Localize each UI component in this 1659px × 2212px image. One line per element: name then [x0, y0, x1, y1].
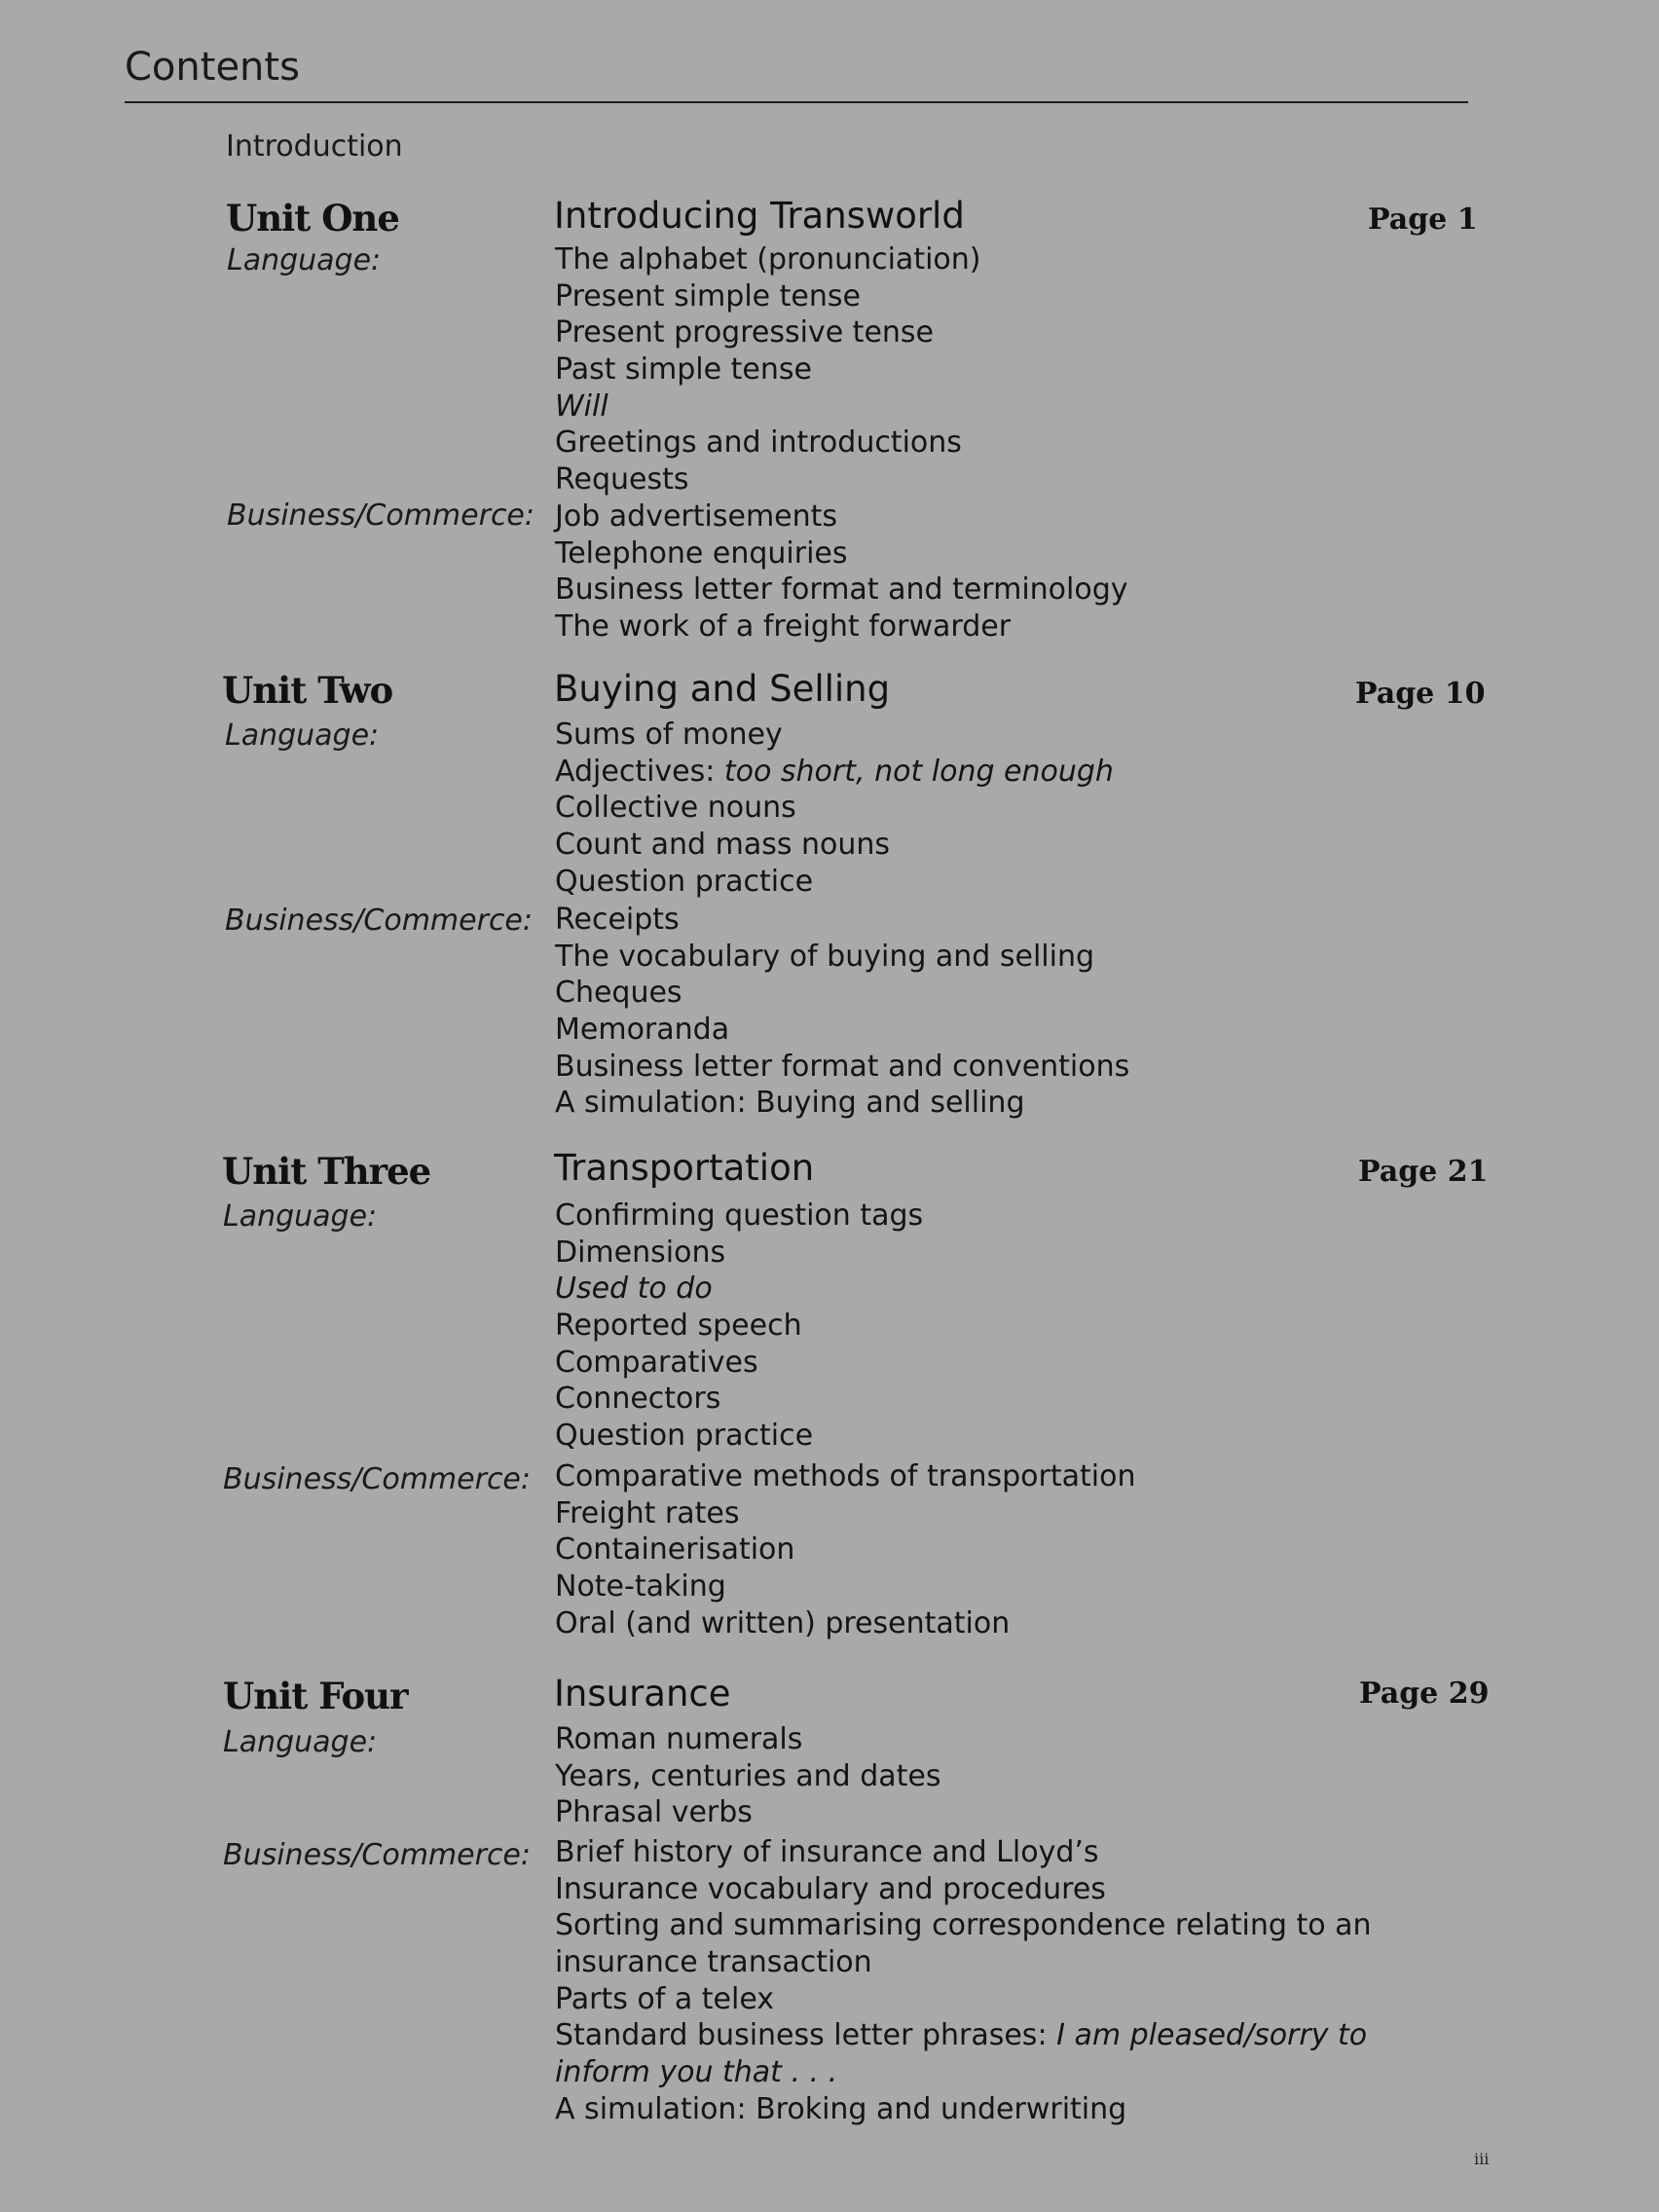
list-item: A simulation: Buying and selling — [555, 1086, 1025, 1121]
list-item: Business letter format and conventions — [555, 1049, 1130, 1084]
list-item-text: Adjectives: — [555, 754, 724, 789]
list-item: Roman numerals — [555, 1722, 803, 1756]
unit-name: Unit Four — [223, 1675, 408, 1717]
list-item: Insurance vocabulary and procedures — [555, 1871, 1106, 1906]
list-item: Memoranda — [555, 1013, 730, 1048]
page-number: iii — [1474, 2150, 1490, 2168]
list-item: Present progressive tense — [555, 315, 935, 350]
list-item: Note-taking — [555, 1569, 726, 1604]
list-item: Phrasal verbs — [555, 1795, 753, 1830]
list-item: Parts of a telex — [555, 1981, 774, 2016]
list-item: Dimensions — [555, 1235, 726, 1270]
list-item: Sorting and summarising correspondence relating to an insurance transaction — [555, 1908, 1372, 1980]
list-item: Question practice — [555, 864, 814, 899]
list-item: The alphabet (pronunciation) — [555, 242, 981, 276]
list-item: Brief history of insurance and Lloyd’s — [555, 1835, 1099, 1869]
language-label: Language: — [223, 1199, 378, 1234]
unit-heading: Insurance — [554, 1673, 731, 1714]
list-item — [555, 2017, 1451, 2090]
unit-page-number: Page 29 — [1359, 1677, 1490, 1711]
language-list — [555, 1198, 923, 1455]
business-commerce-list — [555, 1834, 1451, 2128]
list-item: Containerisation — [555, 1532, 795, 1567]
list-item: Business letter format and terminology — [555, 572, 1128, 608]
list-item: Comparative methods of transportation — [555, 1459, 1136, 1493]
list-item: Connectors — [555, 1382, 721, 1417]
unit-name: Unit Three — [222, 1150, 431, 1193]
unit-heading: Buying and Selling — [554, 668, 891, 710]
list-item: Collective nouns — [555, 791, 796, 826]
list-item: Requests — [555, 462, 689, 498]
business-commerce-list — [555, 498, 1128, 645]
language-list — [555, 717, 1114, 900]
list-item — [555, 754, 1114, 791]
list-item: Comparatives — [555, 1345, 758, 1380]
list-item: Count and mass nouns — [555, 828, 891, 863]
unit-heading: Introducing Transworld — [554, 195, 965, 237]
list-item: Reported speech — [555, 1309, 802, 1344]
list-item: Cheques — [555, 976, 682, 1011]
language-list — [555, 241, 981, 498]
list-item: Greetings and introductions — [555, 425, 962, 461]
list-item: Past simple tense — [555, 352, 812, 387]
list-item: The vocabulary of buying and selling — [555, 939, 1095, 974]
list-item-example: too short, not long enough — [723, 754, 1114, 789]
page-title: Contents — [125, 45, 300, 90]
list-item: Confirming question tags — [555, 1198, 924, 1233]
unit-name: Unit One — [226, 197, 399, 240]
business-commerce-label: Business/Commerce: — [223, 1462, 531, 1496]
language-label: Language: — [225, 719, 380, 753]
list-item: A simulation: Broking and underwriting — [555, 2091, 1127, 2126]
list-item: Sums of money — [555, 718, 783, 752]
unit-page-number: Page 10 — [1355, 677, 1486, 711]
list-item: Freight rates — [555, 1495, 740, 1530]
business-commerce-label: Business/Commerce: — [227, 498, 535, 533]
unit-page-number: Page 1 — [1368, 203, 1478, 237]
unit-name: Unit Two — [222, 669, 393, 712]
list-item: Telephone enquiries — [555, 535, 848, 571]
business-commerce-label: Business/Commerce: — [225, 903, 533, 938]
unit-heading: Transportation — [554, 1147, 815, 1189]
list-item: Used to do — [555, 1272, 713, 1307]
unit-page-number: Page 21 — [1358, 1155, 1489, 1189]
list-item: Present simple tense — [555, 278, 861, 313]
list-item-text: Standard business letter phrases: — [555, 2018, 1057, 2053]
list-item: Question practice — [555, 1419, 814, 1454]
list-item: Job advertisements — [555, 499, 838, 534]
language-label: Language: — [227, 243, 382, 277]
language-label: Language: — [223, 1725, 378, 1759]
list-item: Years, centuries and dates — [555, 1758, 941, 1793]
list-item-example: I am pleased/sorry to inform you that . . . — [555, 2018, 1368, 2090]
list-item: Will — [555, 388, 608, 424]
intro-entry: Introduction — [226, 129, 403, 164]
list-item: Oral (and written) presentation — [555, 1605, 1011, 1641]
language-list — [555, 1721, 941, 1831]
page-header — [125, 43, 1468, 103]
list-item: Receipts — [555, 903, 680, 937]
business-commerce-label: Business/Commerce: — [223, 1838, 531, 1872]
business-commerce-list — [555, 902, 1129, 1122]
business-commerce-list — [555, 1458, 1135, 1641]
list-item: The work of a freight forwarder — [555, 609, 1012, 645]
